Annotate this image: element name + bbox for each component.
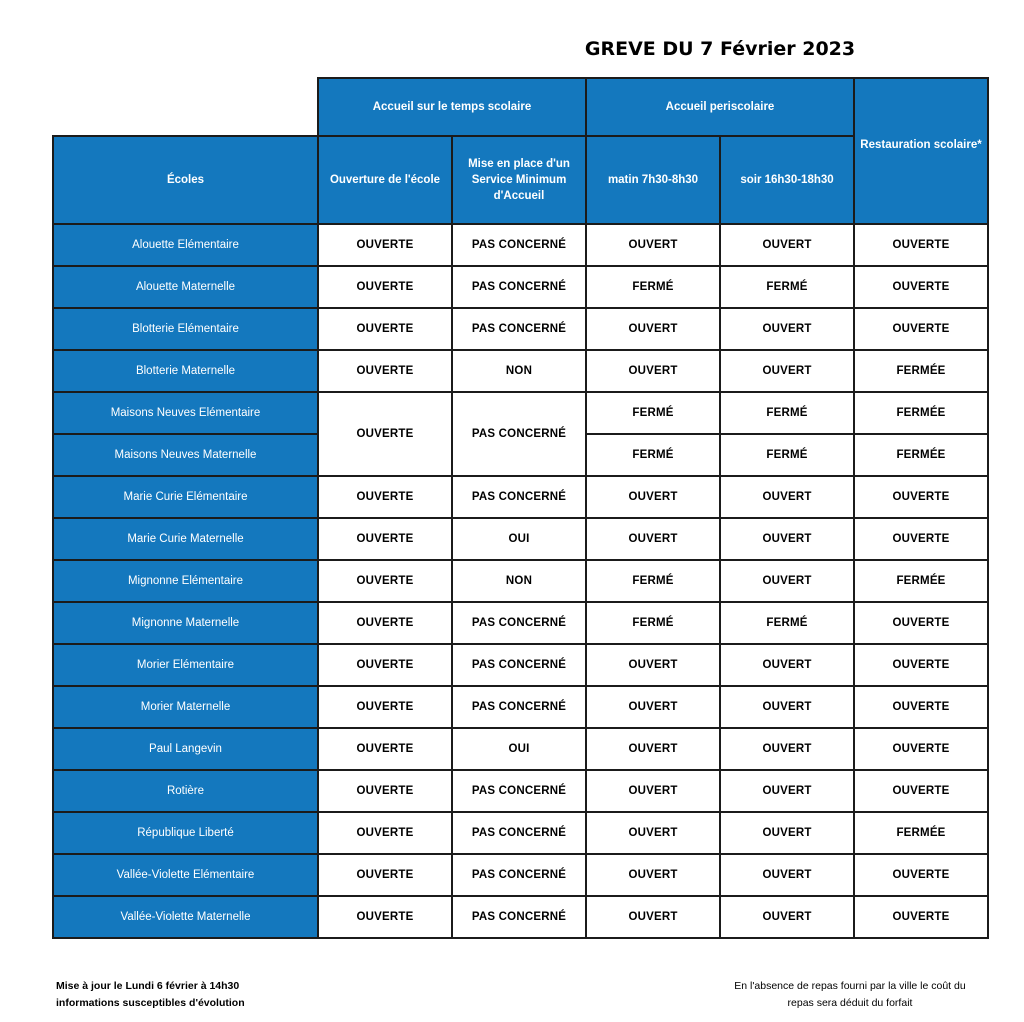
soir-cell: OUVERT — [720, 476, 854, 518]
school-name-cell: Marie Curie Maternelle — [53, 518, 318, 560]
table-row — [53, 602, 988, 644]
table-row — [53, 560, 988, 602]
ouverture-cell: OUVERTE — [318, 560, 452, 602]
strike-status-table — [52, 77, 989, 939]
table-row — [53, 224, 988, 266]
ouverture-cell: OUVERTE — [318, 686, 452, 728]
meal-note-line-2: repas sera déduit du forfait — [787, 997, 913, 1009]
soir-cell: OUVERT — [720, 224, 854, 266]
smi-cell: PAS CONCERNÉ — [452, 266, 586, 308]
smi-cell: PAS CONCERNÉ — [452, 224, 586, 266]
ouverture-cell: OUVERTE — [318, 224, 452, 266]
update-line-1: Mise à jour le Lundi 6 février à 14h30 — [56, 980, 240, 992]
school-name-cell: Blotterie Elémentaire — [53, 308, 318, 350]
table-row — [53, 770, 988, 812]
school-name-cell: Mignonne Elémentaire — [53, 560, 318, 602]
soir-cell: OUVERT — [720, 812, 854, 854]
restauration-cell: OUVERTE — [854, 266, 988, 308]
school-name-cell: Maisons Neuves Maternelle — [53, 434, 318, 476]
smi-cell: PAS CONCERNÉ — [452, 812, 586, 854]
smi-cell: OUI — [452, 728, 586, 770]
ouverture-cell: OUVERTE — [318, 812, 452, 854]
matin-cell: FERMÉ — [586, 560, 720, 602]
table-row — [53, 728, 988, 770]
restauration-cell: FERMÉE — [854, 560, 988, 602]
soir-cell: OUVERT — [720, 350, 854, 392]
matin-cell: FERMÉ — [586, 602, 720, 644]
header-smi: Mise en place d'un Service Minimum d'Accueil — [452, 136, 586, 224]
soir-cell: OUVERT — [720, 770, 854, 812]
restauration-cell: OUVERTE — [854, 728, 988, 770]
matin-cell: FERMÉ — [586, 266, 720, 308]
restauration-cell: OUVERTE — [854, 602, 988, 644]
school-name-cell: Vallée-Violette Maternelle — [53, 896, 318, 938]
school-name-cell: Blotterie Maternelle — [53, 350, 318, 392]
table-row — [53, 350, 988, 392]
matin-cell: OUVERT — [586, 854, 720, 896]
ouverture-cell: OUVERTE — [318, 476, 452, 518]
restauration-cell: FERMÉE — [854, 434, 988, 476]
smi-cell: PAS CONCERNÉ — [452, 770, 586, 812]
meal-note — [700, 978, 1000, 1012]
update-note — [56, 978, 245, 1012]
header-ouverture: Ouverture de l'école — [318, 136, 452, 224]
soir-cell: OUVERT — [720, 644, 854, 686]
header-group-periscolaire: Accueil periscolaire — [586, 78, 854, 136]
ouverture-cell: OUVERTE — [318, 602, 452, 644]
ouverture-cell: OUVERTE — [318, 644, 452, 686]
ouverture-cell: OUVERTE — [318, 770, 452, 812]
ouverture-cell: OUVERTE — [318, 266, 452, 308]
smi-cell: PAS CONCERNÉ — [452, 602, 586, 644]
update-line-2: informations susceptibles d'évolution — [56, 997, 245, 1009]
restauration-cell: FERMÉE — [854, 392, 988, 434]
smi-cell: PAS CONCERNÉ — [452, 392, 586, 476]
restauration-cell: OUVERTE — [854, 770, 988, 812]
smi-cell: PAS CONCERNÉ — [452, 686, 586, 728]
matin-cell: OUVERT — [586, 518, 720, 560]
table-row — [53, 518, 988, 560]
restauration-cell: OUVERTE — [854, 686, 988, 728]
matin-cell: OUVERT — [586, 686, 720, 728]
restauration-cell: OUVERTE — [854, 224, 988, 266]
table-row — [53, 476, 988, 518]
matin-cell: OUVERT — [586, 644, 720, 686]
header-matin: matin 7h30-8h30 — [586, 136, 720, 224]
matin-cell: OUVERT — [586, 812, 720, 854]
header-group-scolaire: Accueil sur le temps scolaire — [318, 78, 586, 136]
restauration-cell: OUVERTE — [854, 854, 988, 896]
school-name-cell: Alouette Elémentaire — [53, 224, 318, 266]
smi-cell: NON — [452, 560, 586, 602]
matin-cell: OUVERT — [586, 896, 720, 938]
soir-cell: FERMÉ — [720, 434, 854, 476]
school-name-cell: Paul Langevin — [53, 728, 318, 770]
matin-cell: FERMÉ — [586, 434, 720, 476]
table-row — [53, 266, 988, 308]
matin-cell: OUVERT — [586, 224, 720, 266]
restauration-cell: FERMÉE — [854, 350, 988, 392]
ouverture-cell: OUVERTE — [318, 896, 452, 938]
empty-corner — [53, 78, 318, 136]
restauration-cell: OUVERTE — [854, 308, 988, 350]
ouverture-cell: OUVERTE — [318, 518, 452, 560]
smi-cell: PAS CONCERNÉ — [452, 854, 586, 896]
header-soir: soir 16h30-18h30 — [720, 136, 854, 224]
restauration-cell: OUVERTE — [854, 896, 988, 938]
matin-cell: FERMÉ — [586, 392, 720, 434]
ouverture-cell: OUVERTE — [318, 854, 452, 896]
table-row — [53, 896, 988, 938]
matin-cell: OUVERT — [586, 770, 720, 812]
header-restauration: Restauration scolaire* — [854, 78, 988, 224]
school-name-cell: Alouette Maternelle — [53, 266, 318, 308]
meal-note-line-1: En l'absence de repas fourni par la ville le coût du — [734, 980, 966, 992]
soir-cell: OUVERT — [720, 896, 854, 938]
restauration-cell: OUVERTE — [854, 644, 988, 686]
soir-cell: OUVERT — [720, 854, 854, 896]
table-row — [53, 644, 988, 686]
school-name-cell: Maisons Neuves Elémentaire — [53, 392, 318, 434]
soir-cell: OUVERT — [720, 518, 854, 560]
soir-cell: FERMÉ — [720, 602, 854, 644]
table-row — [53, 308, 988, 350]
school-name-cell: République Liberté — [53, 812, 318, 854]
page-title: GREVE DU 7 Février 2023 — [584, 38, 856, 60]
soir-cell: OUVERT — [720, 728, 854, 770]
school-name-cell: Marie Curie Elémentaire — [53, 476, 318, 518]
ouverture-cell: OUVERTE — [318, 728, 452, 770]
table-row — [53, 854, 988, 896]
school-name-cell: Rotière — [53, 770, 318, 812]
school-name-cell: Mignonne Maternelle — [53, 602, 318, 644]
ouverture-cell: OUVERTE — [318, 350, 452, 392]
restauration-cell: FERMÉE — [854, 812, 988, 854]
smi-cell: NON — [452, 350, 586, 392]
smi-cell: PAS CONCERNÉ — [452, 896, 586, 938]
school-name-cell: Morier Elémentaire — [53, 644, 318, 686]
smi-cell: PAS CONCERNÉ — [452, 308, 586, 350]
restauration-cell: OUVERTE — [854, 476, 988, 518]
header-ecoles: Écoles — [53, 136, 318, 224]
soir-cell: OUVERT — [720, 308, 854, 350]
school-name-cell: Morier Maternelle — [53, 686, 318, 728]
smi-cell: OUI — [452, 518, 586, 560]
smi-cell: PAS CONCERNÉ — [452, 644, 586, 686]
ouverture-cell: OUVERTE — [318, 392, 452, 476]
matin-cell: OUVERT — [586, 308, 720, 350]
restauration-cell: OUVERTE — [854, 518, 988, 560]
matin-cell: OUVERT — [586, 350, 720, 392]
table-row — [53, 812, 988, 854]
smi-cell: PAS CONCERNÉ — [452, 476, 586, 518]
ouverture-cell: OUVERTE — [318, 308, 452, 350]
table-row — [53, 392, 988, 434]
matin-cell: OUVERT — [586, 728, 720, 770]
table-row — [53, 686, 988, 728]
soir-cell: OUVERT — [720, 560, 854, 602]
soir-cell: OUVERT — [720, 686, 854, 728]
soir-cell: FERMÉ — [720, 266, 854, 308]
matin-cell: OUVERT — [586, 476, 720, 518]
soir-cell: FERMÉ — [720, 392, 854, 434]
school-name-cell: Vallée-Violette Elémentaire — [53, 854, 318, 896]
